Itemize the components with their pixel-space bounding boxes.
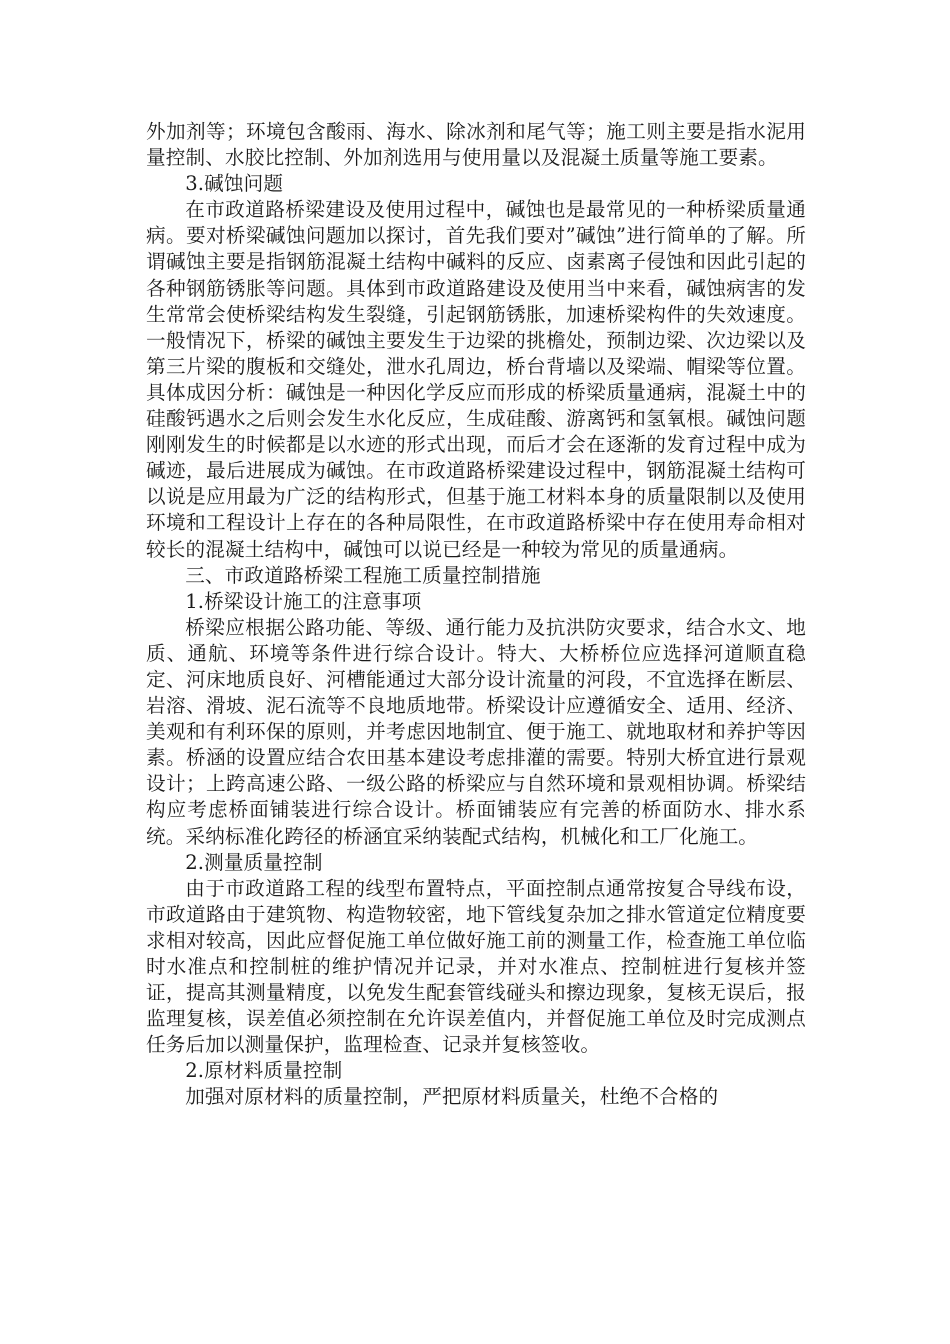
subheading-material-quality: 2.原材料质量控制 [185, 1059, 343, 1083]
paragraph-material-quality: 加强对原材料的质量控制，严把原材料质量关，杜绝不合格的 [185, 1085, 719, 1109]
paragraph-continued: 外加剂等；环境包含酸雨、海水、除冰剂和尾气等；施工则主要是指水泥用量控制、水胶比控制、外加剂选用与使用量以及混凝土质量等施工要素。 [146, 120, 806, 170]
subheading-bridge-design: 1.桥梁设计施工的注意事项 [185, 589, 422, 613]
section-heading-quality-control: 三、市政道路桥梁工程施工质量控制措施 [185, 563, 541, 587]
subheading-alkali-corrosion: 3.碱蚀问题 [185, 172, 284, 196]
paragraph-alkali-corrosion: 在市政道路桥梁建设及使用过程中，碱蚀也是最常见的一种桥梁质量通病。要对桥梁碱蚀问题加以探讨，首先我们要对”碱蚀”进行简单的了解。所谓碱蚀主要是指钢筋混凝土结构中碱料的反应、卤素离子侵蚀和因此引起的各种钢筋锈胀等问题。具体到市政道路建设及使用当中来看，碱蚀病害的发生常常会使桥梁结构发生裂缝，引起钢筋锈胀，加速桥梁构件的失效速度。一般情况下，桥梁的碱蚀主要发生于边梁的挑檐处，预制边梁、次边梁以及第三片梁的腹板和交缝处，泄水孔周边，桥台背墙以及梁端、帽梁等位置。具体成因分析：碱蚀是一种因化学反应而形成的桥梁质量通病，混凝土中的硅酸钙遇水之后则会发生水化反应，生成硅酸、游离钙和氢氧根。碱蚀问题刚刚发生的时候都是以水迹的形式出现，而后才会在逐渐的发育过程中成为碱迹，最后进展成为碱蚀。在市政道路桥梁建设过程中，钢筋混凝土结构可以说是应用最为广泛的结构形式，但基于施工材料本身的质量限制以及使用环境和工程设计上存在的各种局限性，在市政道路桥梁中存在使用寿命相对较长的混凝土结构中，碱蚀可以说已经是一种较为常见的质量通病。 [146, 198, 806, 561]
paragraph-bridge-design: 桥梁应根据公路功能、等级、通行能力及抗洪防灾要求，结合水文、地质、通航、环境等条件进行综合设计。特大、大桥桥位应选择河道顺直稳定、河床地质良好、河槽能通过大部分设计流量的河段，不宜选择在断层、岩溶、滑坡、泥石流等不良地质地带。桥梁设计应遵循安全、适用、经济、美观和有利环保的原则，并考虑因地制宜、便于施工、就地取材和养护等因素。桥涵的设置应结合农田基本建设考虑排灌的需要。特别大桥宜进行景观设计；上跨高速公路、一级公路的桥梁应与自然环境和景观相协调。桥梁结构应考虑桥面铺装进行综合设计。桥面铺装应有完善的桥面防水、排水系统。采纳标准化跨径的桥涵宜采纳装配式结构，机械化和工厂化施工。 [146, 615, 806, 848]
paragraph-survey-quality: 由于市政道路工程的线型布置特点，平面控制点通常按复合导线布设，市政道路由于建筑物、构造物较密，地下管线复杂加之排水管道定位精度要求相对较高，因此应督促施工单位做好施工前的测量工作，检查施工单位临时水准点和控制桩的维护情况并记录，并对水准点、控制桩进行复核并签证，提高其测量精度，以免发生配套管线碰头和擦边现象，复核无误后，报监理复核，误差值必须控制在允许误差值内，并督促施工单位及时完成测点任务后加以测量保护，监理检查、记录并复核签收。 [146, 876, 806, 1057]
document-body [146, 119, 806, 1111]
subheading-survey-quality: 2.测量质量控制 [185, 850, 323, 874]
